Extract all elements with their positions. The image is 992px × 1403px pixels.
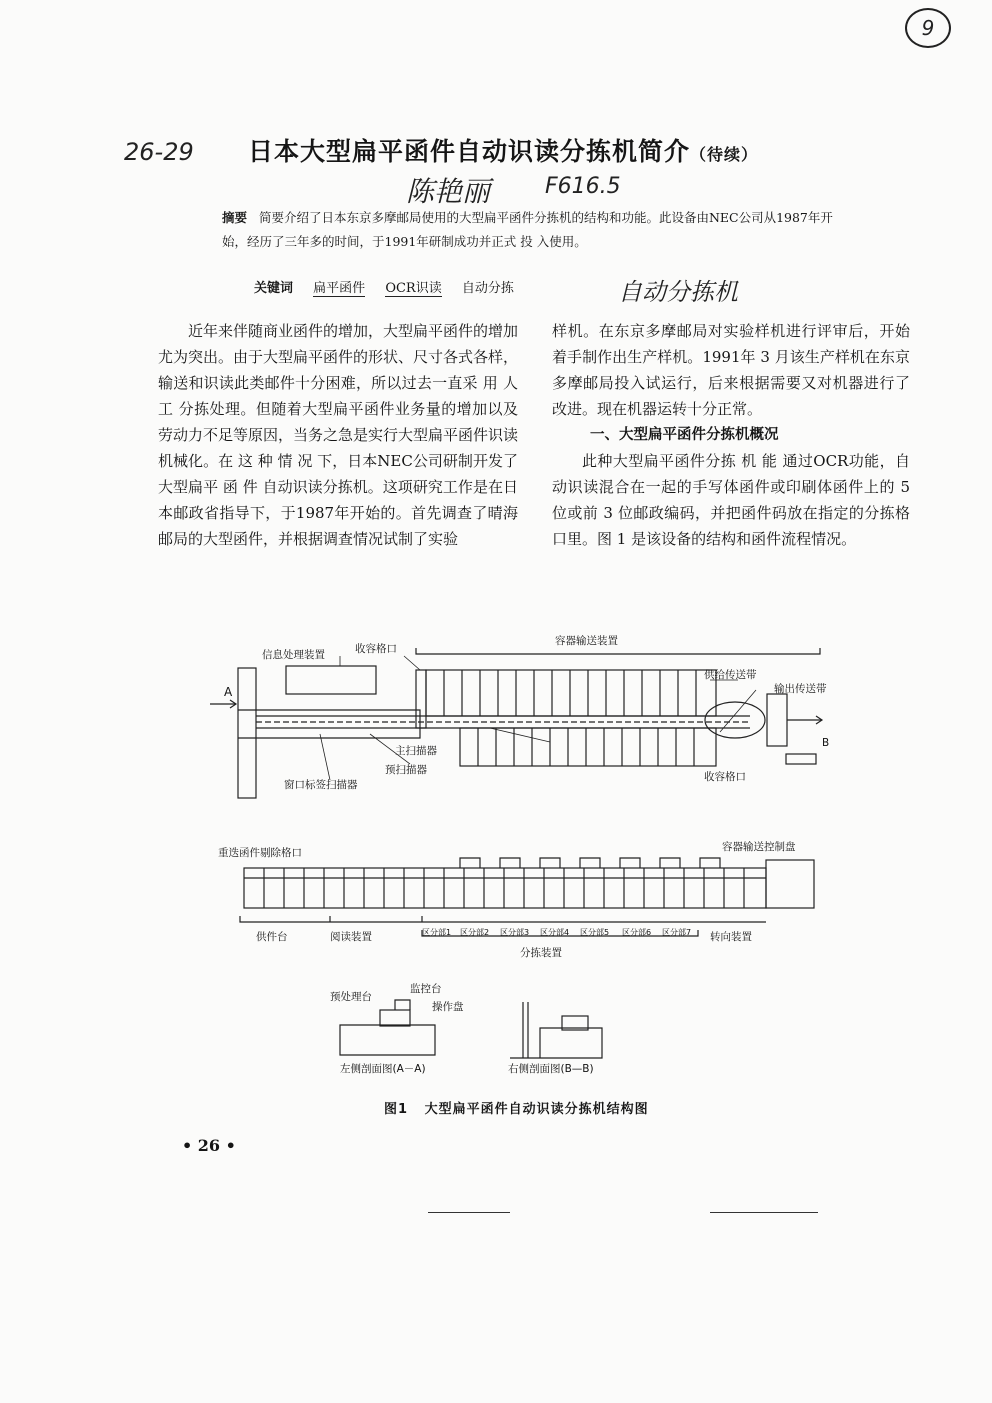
label-turning-unit: 转向装置	[710, 931, 752, 943]
label-main-scanner: 主扫描器	[395, 745, 437, 757]
label-window-label-scanner: 窗口标签扫描器	[284, 779, 358, 791]
abstract-label: 摘要	[222, 210, 248, 225]
label-left-section: 左侧剖面图(A－A)	[340, 1063, 426, 1075]
article-title	[248, 132, 758, 168]
figure-caption	[384, 1098, 649, 1117]
label-collect-slot-bottom: 收容格口	[704, 771, 746, 783]
label-arrow-a: A	[224, 685, 233, 699]
upper-slot-row	[426, 670, 716, 716]
label-arrow-b: B	[822, 737, 830, 749]
info-processing-block	[286, 666, 376, 694]
label-zone-4: 区分部4	[540, 928, 570, 937]
label-feed-table: 供件台	[256, 931, 288, 943]
body-left-column: 近年来伴随商业函件的增加，大型扁平函件的增加尤为突出。由于大型扁平函件的形状、尺寸各式各样，输送和识读此类邮件十分困难，所以过去一直采 用 人 工 分拣处理。但随着大型扁平函件业务量的增加以及劳动力不足等原因，当务之急是实行大型扁平函件识读机械化。在 这 种 情 况 下，日本NEC公司研制开发了大型扁平 函 件 自动识读分拣机。这项研究工作是在日本邮政省指导下，于1987年开始的。首先调查了晴海邮局的大型函件，并根据调查情况试制了实验	[158, 322, 519, 548]
abstract-text: 简要介绍了日本东京多摩邮局使用的大型扁平函件分拣机的结构和功能。此设备由NEC公司从1987年开始，经历了三年多的时间，于1991年研制成功并正式 投 入使用。	[222, 210, 833, 249]
handwritten-page-range: 26-29	[124, 138, 194, 166]
handwritten-keyword-note: 自动分拣机	[618, 278, 738, 306]
container-conveyor-bracket	[416, 648, 820, 654]
label-container-conveyor: 容器输送装置	[555, 635, 618, 647]
scan-rule-right	[710, 1212, 818, 1213]
label-collect-slot-top: 收容格口	[355, 643, 397, 655]
handwritten-class-code: F616.5	[545, 174, 621, 199]
label-double-reject-slot: 重迭函件剔除格口	[218, 847, 302, 859]
label-monitor-table: 监控台	[410, 983, 442, 995]
keywords	[254, 277, 530, 296]
figure-diagram	[190, 630, 850, 1085]
label-supply-belt: 供给传送带	[704, 669, 757, 681]
label-zone-7: 区分部7	[662, 928, 692, 937]
label-zone-1: 区分部1	[422, 928, 452, 937]
caption-number: 图1	[384, 1102, 409, 1117]
label-preprocess-table: 预处理台	[330, 991, 372, 1003]
title-suffix: （待续）	[690, 145, 759, 164]
b-marker-box	[786, 754, 816, 764]
collect-slot-entry	[416, 670, 426, 728]
label-zone-5: 区分部5	[580, 928, 610, 937]
label-pre-scanner: 预扫描器	[385, 764, 427, 776]
feed-channel	[238, 710, 420, 738]
label-zone-6: 区分部6	[622, 928, 652, 937]
keyword-3: 自动分拣	[461, 281, 514, 296]
label-operation-panel: 操作盘	[432, 1001, 464, 1013]
caption-text: 大型扁平函件自动识读分拣机结构图	[424, 1102, 649, 1117]
keyword-1: 扁平函件	[313, 281, 366, 296]
handwritten-circled-number: 9	[905, 8, 951, 48]
label-zone-3: 区分部3	[500, 928, 530, 937]
output-unit	[767, 694, 787, 746]
label-right-section: 右侧剖面图(B—B)	[508, 1063, 594, 1075]
left-section-drawing	[340, 1000, 435, 1055]
body-right-column	[552, 318, 910, 552]
leader-lines	[320, 656, 756, 780]
section-heading: 一、大型扁平函件分拣机概况	[590, 427, 779, 443]
abstract	[222, 206, 844, 254]
feed-column	[238, 668, 256, 798]
label-container-control-panel: 容器输送控制盘	[722, 841, 796, 853]
label-zone-2: 区分部2	[460, 928, 490, 937]
label-output-belt: 输出传送带	[774, 683, 827, 695]
label-reading-unit: 阅读装置	[330, 931, 372, 943]
side-elevation	[240, 858, 814, 936]
keyword-2: OCR识读	[385, 281, 442, 296]
body-right-para2: 此种大型扁平函件分拣 机 能 通过OCR功能，自动识读混合在一起的手写体函件或印刷体函件上的 5 位或前 3 位邮政编码，并把函件码放在指定的分拣格口里。图 1 是该设备的结构和函件流程情况。	[552, 452, 910, 548]
page-number: • 26 •	[182, 1136, 236, 1155]
lower-slot-row	[460, 728, 716, 766]
return-loop	[705, 702, 765, 738]
scan-rule-left	[428, 1212, 510, 1213]
right-section-drawing	[510, 1002, 602, 1058]
body-right-para1: 样机。在东京多摩邮局对实验样机进行评审后，开始着手制作出生产样机。1991年 3 月该生产样机在东京多摩邮局投入试运行，后来根据需要又对机器进行了改进。现在机器运转十分正常。	[552, 322, 910, 418]
handwritten-author: 陈艳丽	[406, 175, 491, 208]
keywords-label: 关键词	[254, 281, 294, 296]
title-main: 日本大型扁平函件自动识读分拣机简介	[248, 137, 691, 166]
label-sorting-unit: 分拣装置	[520, 947, 562, 959]
label-info-processing: 信息处理装置	[262, 649, 325, 661]
